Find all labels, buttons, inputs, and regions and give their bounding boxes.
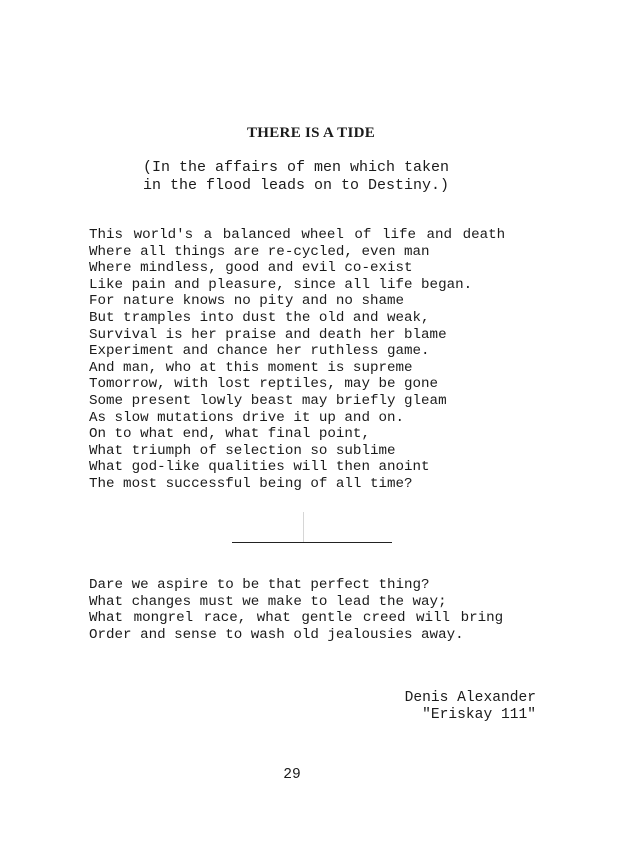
poem-line: Order and sense to wash old jealousies away. (89, 626, 464, 643)
poem-line: But tramples into dust the old and weak, (89, 309, 430, 326)
poem-title: THERE IS A TIDE (246, 125, 376, 141)
author-place: "Eriskay 111" (422, 707, 536, 723)
poem-line: And man, who at this moment is supreme (89, 359, 413, 376)
poem-line: For nature knows no pity and no shame (89, 293, 405, 310)
poem-line: As slow mutations drive it up and on. (89, 409, 405, 426)
section-divider (232, 542, 392, 543)
poem-line: Tomorrow, with lost reptiles, may be gone (89, 376, 439, 393)
poem-line: On to what end, what final point, (89, 426, 370, 443)
page-number: 29 (283, 767, 301, 783)
subtitle-line: (In the affairs of men which taken (143, 159, 450, 176)
poem-line: This world's a balanced wheel of life and death (89, 227, 506, 243)
poem-line: Like pain and pleasure, since all life began. (89, 276, 473, 293)
stanza-1 (89, 227, 535, 493)
poem-line: What mongrel race, what gentle creed will bring (89, 610, 504, 627)
subtitle-line: in the flood leads on to Destiny.) (143, 177, 450, 194)
poem-line: Survival is her praise and death her blame (89, 326, 447, 343)
faint-mark (303, 512, 304, 542)
poem-line: The most successful being of all time? (89, 475, 413, 492)
poem-line: Dare we aspire to be that perfect thing? (89, 577, 430, 593)
stanza-2 (89, 577, 535, 643)
poem-subtitle (143, 159, 449, 195)
poem-line: Experiment and chance her ruthless game. (89, 343, 430, 360)
poem-line: What god-like qualities will then anoint (89, 459, 430, 476)
poem-line: Where mindless, good and evil co-exist (89, 260, 413, 277)
poem-line: Where all things are re-cycled, even man (89, 243, 430, 260)
poem-line: What triumph of selection so sublime (89, 442, 396, 459)
poem-line: What changes must we make to lead the way; (89, 593, 447, 610)
poem-line: Some present lowly beast may briefly gleam (89, 392, 447, 409)
author-name: Denis Alexander (404, 690, 536, 706)
signature (405, 690, 536, 724)
